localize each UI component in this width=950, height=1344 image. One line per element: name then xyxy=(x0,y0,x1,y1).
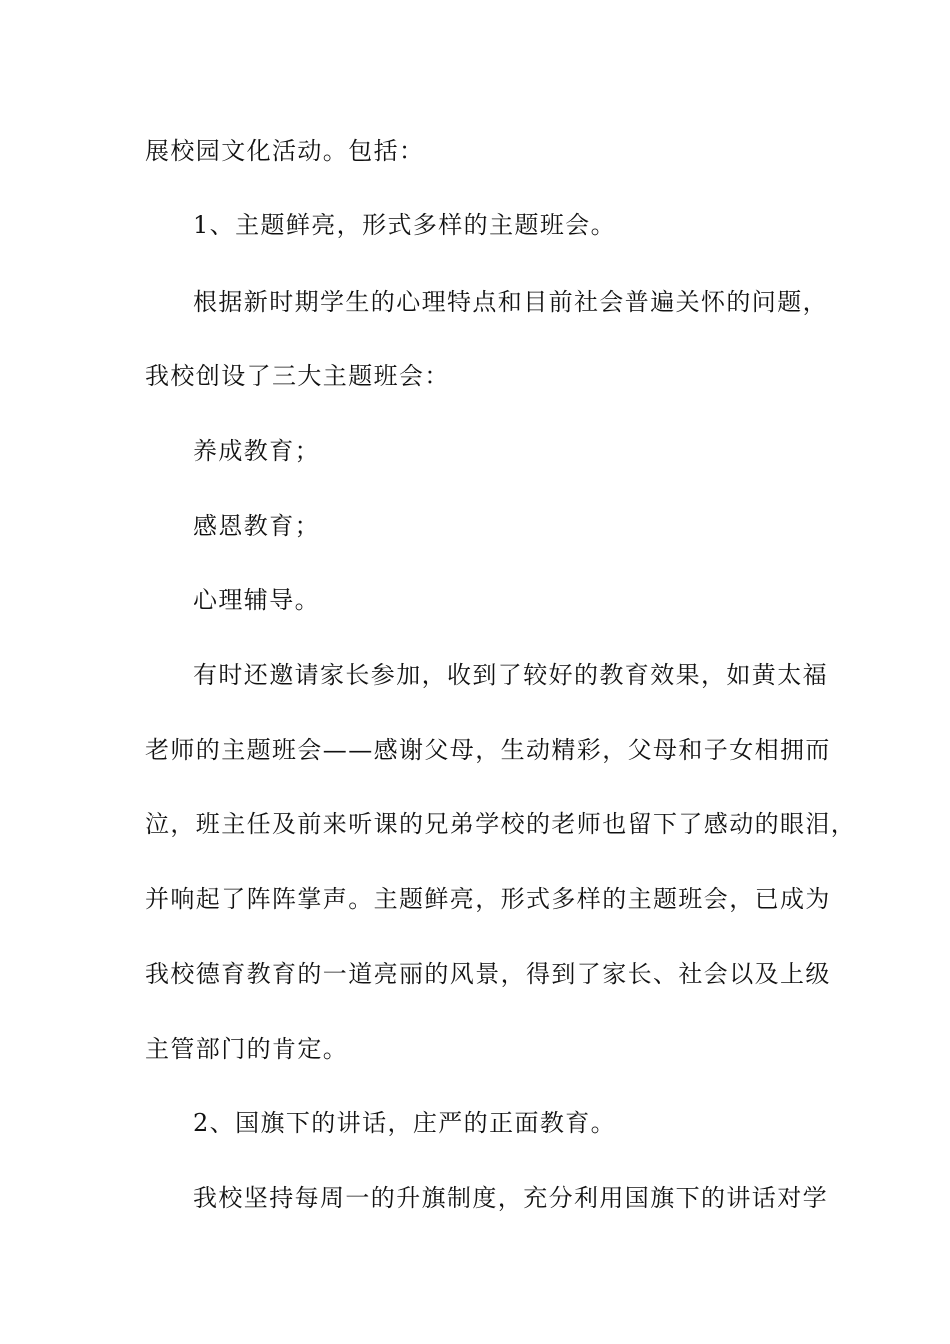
paragraph-line: 展校园文化活动。包括： xyxy=(145,137,425,165)
list-item: 感恩教育； xyxy=(193,512,320,540)
paragraph-line: 泣，班主任及前来听课的兄弟学校的老师也留下了感动的眼泪， xyxy=(145,810,857,838)
paragraph-line: 我校坚持每周一的升旗制度，充分利用国旗下的讲话对学 xyxy=(193,1184,828,1212)
paragraph-line: 老师的主题班会——感谢父母，生动精彩，父母和子女相拥而 xyxy=(145,736,831,764)
paragraph-line: 并响起了阵阵掌声。主题鲜亮，形式多样的主题班会，已成为 xyxy=(145,885,831,913)
paragraph-line: 我校创设了三大主题班会： xyxy=(145,362,450,390)
paragraph-line: 有时还邀请家长参加，收到了较好的教育效果，如黄太福 xyxy=(193,661,828,689)
section-heading: 1、主题鲜亮，形式多样的主题班会。 xyxy=(193,211,617,239)
paragraph-line: 我校德育教育的一道亮丽的风景，得到了家长、社会以及上级 xyxy=(145,960,831,988)
paragraph-line: 根据新时期学生的心理特点和目前社会普遍关怀的问题， xyxy=(193,288,828,316)
section-heading: 2、国旗下的讲话，庄严的正面教育。 xyxy=(193,1109,617,1137)
list-item: 养成教育； xyxy=(193,437,320,465)
paragraph-line: 主管部门的肯定。 xyxy=(145,1035,349,1063)
list-item: 心理辅导。 xyxy=(193,586,320,614)
